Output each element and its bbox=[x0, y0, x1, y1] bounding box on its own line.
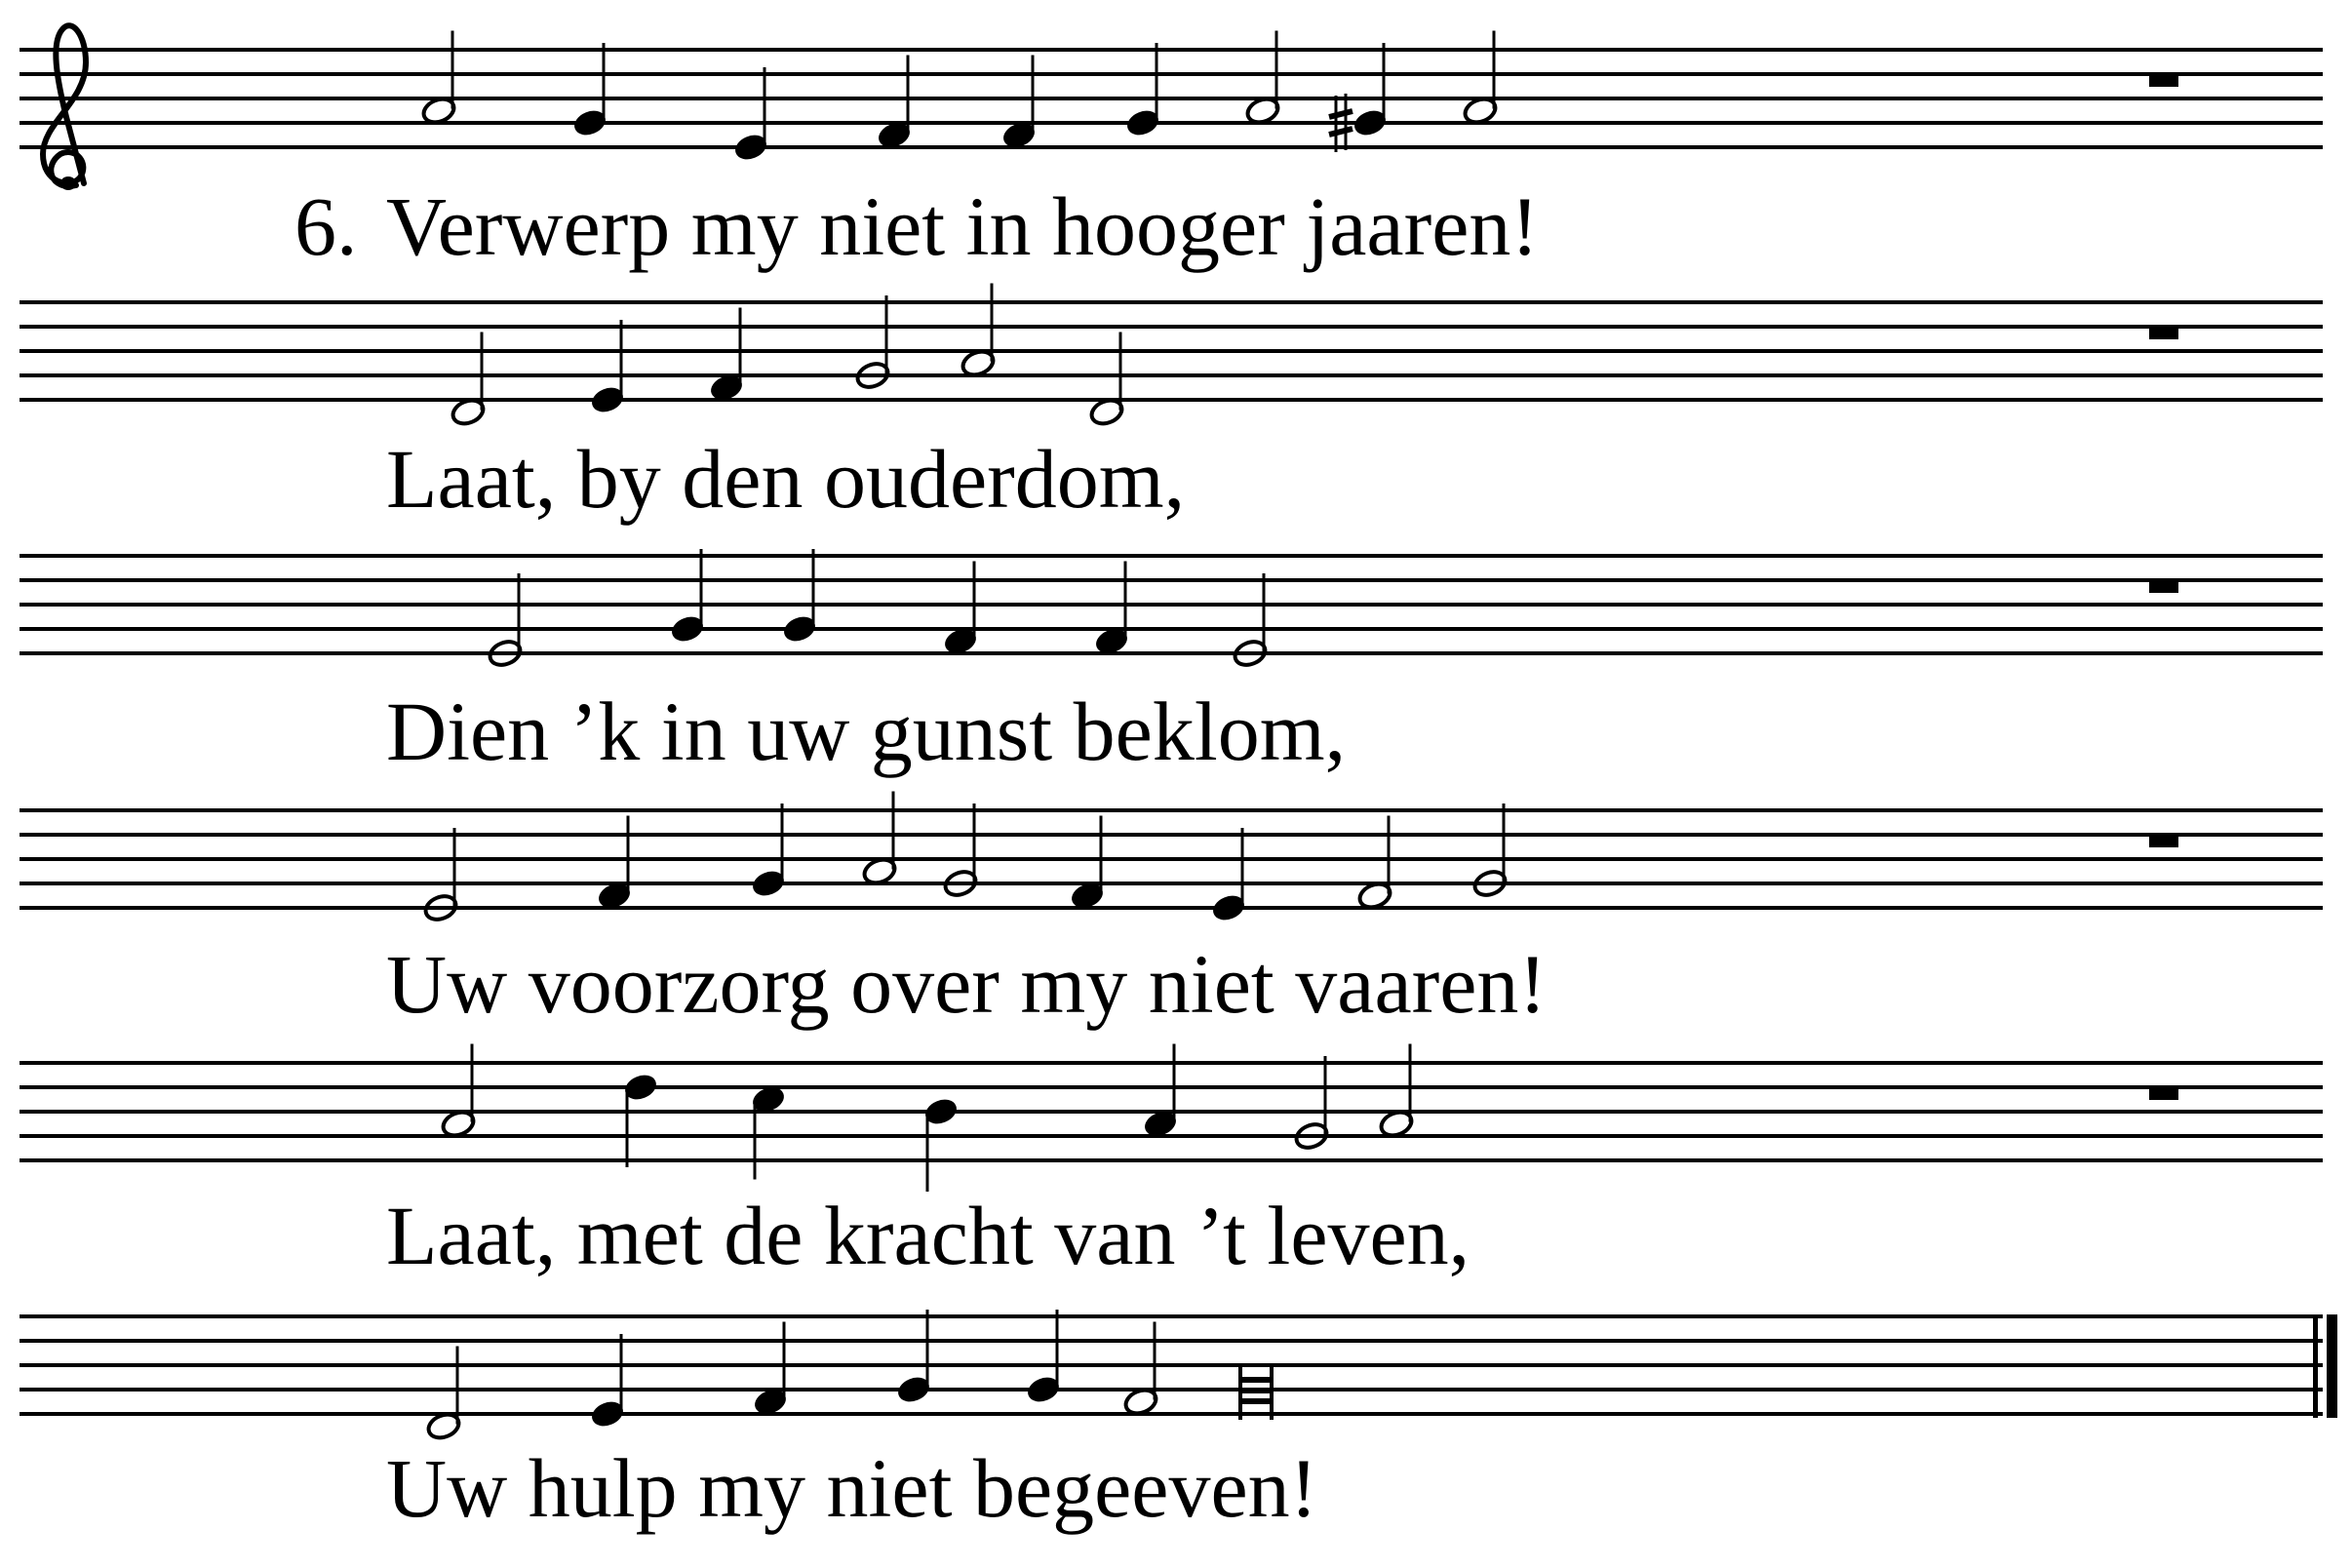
lyric-line-1: Verwerp my niet in hooger jaaren! bbox=[386, 179, 1540, 273]
system-6 bbox=[20, 1310, 2337, 1535]
lyric-line-3: Dien ’k in uw gunst beklom, bbox=[386, 685, 1347, 778]
note-half bbox=[861, 792, 898, 887]
note-quarter bbox=[922, 1096, 960, 1192]
note-quarter bbox=[1025, 1310, 1062, 1405]
system-3 bbox=[20, 549, 2323, 778]
note-half bbox=[1244, 31, 1281, 127]
note-half bbox=[1356, 816, 1393, 912]
note-half bbox=[440, 1044, 477, 1140]
note-half bbox=[1088, 333, 1125, 428]
note-half bbox=[1378, 1044, 1415, 1140]
half-rest-icon bbox=[2149, 580, 2178, 593]
final-barline bbox=[2313, 1314, 2337, 1418]
half-rest-icon bbox=[2149, 327, 2178, 339]
staff-1 bbox=[20, 50, 2323, 147]
note-quarter bbox=[1000, 56, 1038, 151]
staff-2 bbox=[20, 302, 2323, 400]
note-half bbox=[960, 284, 997, 379]
note-half bbox=[450, 333, 487, 428]
half-rest-icon bbox=[2149, 74, 2178, 87]
note-quarter bbox=[750, 1083, 787, 1179]
system-4 bbox=[20, 792, 2323, 1032]
lyric-line-6: Uw hulp my niet begeeven! bbox=[386, 1441, 1318, 1535]
system-5 bbox=[20, 1044, 2323, 1283]
note-quarter bbox=[708, 308, 745, 404]
note-quarter bbox=[622, 1072, 659, 1167]
note-quarter bbox=[669, 549, 706, 645]
note-quarter bbox=[596, 816, 633, 912]
note-quarter bbox=[1069, 816, 1106, 912]
note-quarter bbox=[750, 804, 787, 899]
staff-4 bbox=[20, 810, 2323, 908]
note-quarter bbox=[1210, 828, 1247, 923]
staff-5 bbox=[20, 1063, 2323, 1160]
note-quarter bbox=[781, 549, 818, 645]
lyric-line-4: Uw voorzorg over my niet vaaren! bbox=[386, 937, 1548, 1031]
lyric-line-5: Laat, met de kracht van ’t leven, bbox=[386, 1189, 1470, 1282]
note-quarter bbox=[732, 67, 769, 163]
half-rest-icon bbox=[2149, 1087, 2178, 1100]
note-quarter bbox=[895, 1310, 932, 1405]
staff-3 bbox=[20, 556, 2323, 653]
verse-number: 6. bbox=[294, 179, 358, 273]
note-quarter bbox=[1093, 562, 1130, 657]
note-half bbox=[1462, 31, 1499, 127]
note-quarter bbox=[571, 43, 608, 138]
half-rest-icon bbox=[2149, 835, 2178, 847]
note-half bbox=[1122, 1322, 1159, 1418]
note-longa bbox=[1238, 1367, 1274, 1420]
note-quarter bbox=[589, 1334, 626, 1430]
note-quarter bbox=[752, 1322, 789, 1418]
note-quarter bbox=[1142, 1044, 1179, 1140]
note-quarter bbox=[942, 562, 979, 657]
staff-6 bbox=[20, 1316, 2323, 1414]
note-half bbox=[425, 1347, 462, 1442]
system-1 bbox=[20, 25, 2323, 273]
note-half bbox=[420, 31, 457, 127]
note-quarter bbox=[589, 320, 626, 415]
note-quarter bbox=[876, 56, 913, 151]
lyric-line-2: Laat, by den ouderdom, bbox=[386, 432, 1186, 526]
note-quarter bbox=[1124, 43, 1161, 138]
system-2 bbox=[20, 284, 2323, 527]
